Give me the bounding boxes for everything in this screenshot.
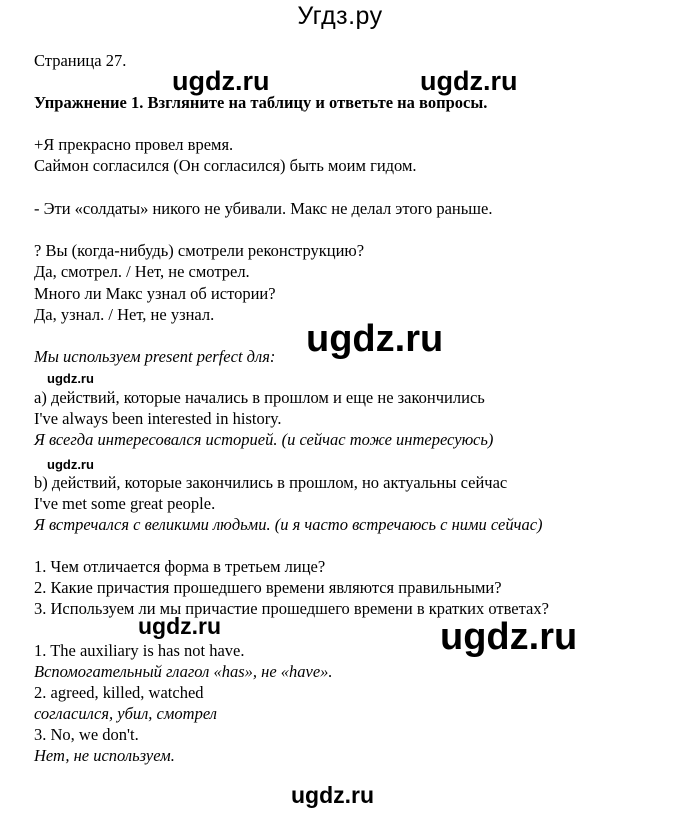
answer-text-2: 2. agreed, killed, watched xyxy=(34,683,204,702)
answer-translation-2: согласился, убил, смотрел xyxy=(34,704,217,723)
task-question-1: 1. Чем отличается форма в третьем лице? xyxy=(34,557,326,576)
question-2: Много ли Макс узнал об истории? xyxy=(34,284,276,303)
watermark: ugdz.ru xyxy=(291,782,375,808)
usage-b-text: b) действий, которые закончились в прошлом, но актуальны сейчас xyxy=(34,473,508,492)
page-label: Страница 27. xyxy=(34,51,127,70)
answer-text-1: 1. The auxiliary is has not have. xyxy=(34,641,245,660)
usage-b-example: I've met some great people. xyxy=(34,494,216,513)
answer-translation-3: Нет, не используем. xyxy=(34,746,175,765)
watermark: ugdz.ru xyxy=(420,66,518,96)
question-1: ? Вы (когда-нибудь) смотрели реконструкцию? xyxy=(34,241,365,260)
watermark: ugdz.ru xyxy=(306,318,444,360)
usage-a-text: a) действий, которые начались в прошлом и еще не закончились xyxy=(34,388,485,407)
answer-1: Да, смотрел. / Нет, не смотрел. xyxy=(34,262,250,281)
usage-a-translation: Я всегда интересовался историей. (и сейчас тоже интересуюсь) xyxy=(34,430,494,449)
site-title: Угдз.ру xyxy=(297,2,383,30)
negative-line-1: - Эти «солдаты» никого не убивали. Макс не делал этого раньше. xyxy=(34,199,493,218)
watermark: ugdz.ru xyxy=(440,616,578,658)
usage-b-translation: Я встречался с великими людьми. (и я часто встречаюсь с ними сейчас) xyxy=(34,515,543,534)
watermark: ugdz.ru xyxy=(47,371,94,386)
positive-line-1: +Я прекрасно провел время. xyxy=(34,135,234,154)
exercise-title: Упражнение 1. Взгляните на таблицу и ответьте на вопросы. xyxy=(34,93,488,112)
positive-line-2: Саймон согласился (Он согласился) быть моим гидом. xyxy=(34,156,417,175)
answer-text-3: 3. No, we don't. xyxy=(34,725,139,744)
watermark: ugdz.ru xyxy=(172,66,270,96)
answer-2: Да, узнал. / Нет, не узнал. xyxy=(34,305,215,324)
usage-a-example: I've always been interested in history. xyxy=(34,409,282,428)
watermark: ugdz.ru xyxy=(138,613,222,639)
usage-intro: Мы используем present perfect для: xyxy=(34,347,276,366)
task-question-2: 2. Какие причастия прошедшего времени являются правильными? xyxy=(34,578,502,597)
task-question-3: 3. Используем ли мы причастие прошедшего времени в кратких ответах? xyxy=(34,599,549,618)
answer-translation-1: Вспомогательный глагол «has», не «have». xyxy=(34,662,333,681)
watermark: ugdz.ru xyxy=(47,457,94,472)
